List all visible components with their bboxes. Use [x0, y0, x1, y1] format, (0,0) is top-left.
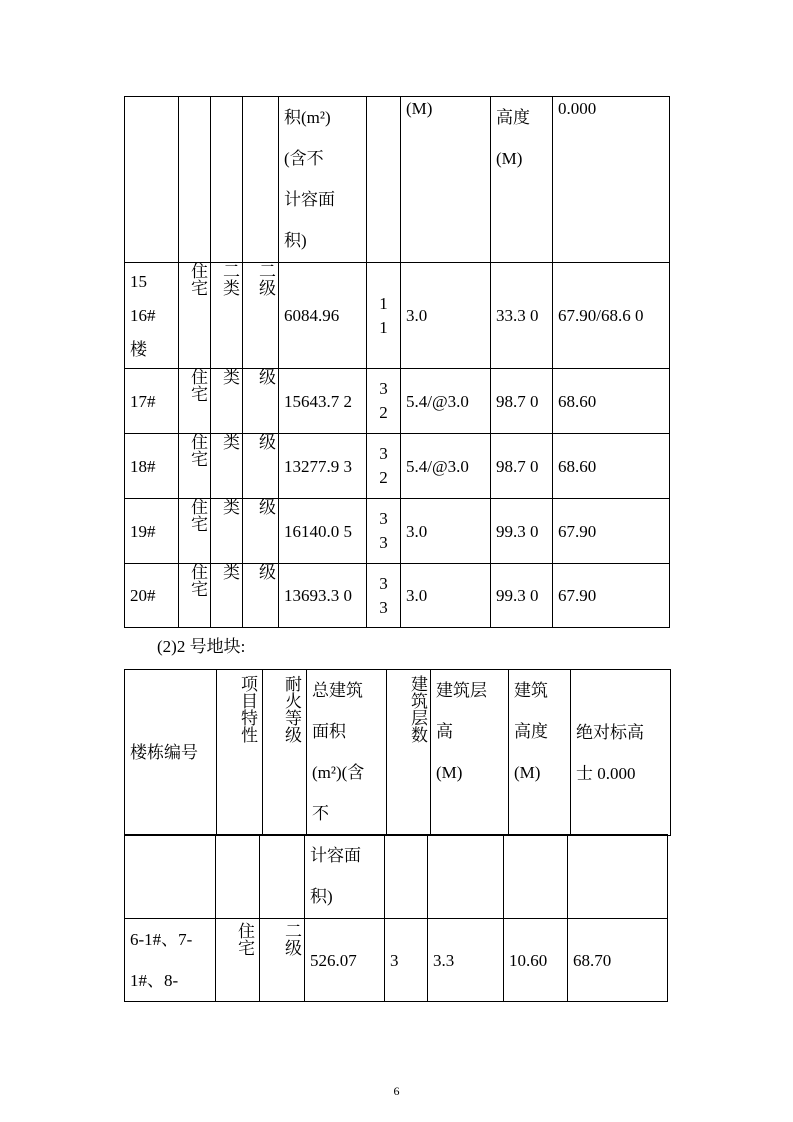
- elevation-header-cell: 0.000: [553, 97, 670, 263]
- floor-height-cell: 5.4/@3.0: [401, 369, 491, 434]
- use-cell: 住 宅: [179, 434, 211, 499]
- floors-cell: 3 3: [367, 564, 401, 628]
- elevation-cell: 67.90/68.6 0: [553, 263, 670, 369]
- elevation-cell: 67.90: [553, 564, 670, 628]
- category-cell: 二 类: [211, 263, 243, 369]
- area-cell: 15643.7 2: [279, 369, 367, 434]
- use-cell: 住 宅: [179, 263, 211, 369]
- use-cell: 住 宅: [216, 919, 260, 1002]
- table-row: [125, 434, 670, 499]
- floor-height-cell: 3.0: [401, 499, 491, 564]
- building-table-plot-2-header: [124, 669, 671, 836]
- table-row: [125, 919, 668, 1002]
- fire-rating-cell: 级: [243, 369, 279, 434]
- table-row: [125, 369, 670, 434]
- building-no-header: 楼栋编号: [125, 670, 217, 836]
- elevation-cell: 68.70: [568, 919, 668, 1002]
- fire-rating-header: 耐 火 等 级: [263, 670, 307, 836]
- category-cell: 类: [211, 434, 243, 499]
- building-table-plot-1: [124, 96, 670, 628]
- table-row: [125, 499, 670, 564]
- area-cell: 526.07: [305, 919, 385, 1002]
- fire-rating-cell: 级: [243, 434, 279, 499]
- category-cell: 类: [211, 499, 243, 564]
- total-area-header: 总建筑 面积 (m²)(含 不: [307, 670, 387, 836]
- floors-cell: 1 1: [367, 263, 401, 369]
- category-cell: 类: [211, 564, 243, 628]
- height-cell: 98.7 0: [491, 369, 553, 434]
- table-header-continuation: [125, 835, 668, 919]
- total-area-header-cont: 计容面 积): [305, 835, 385, 919]
- elevation-header: 绝对标高 士 0.000: [571, 670, 671, 836]
- floors-cell: 3 2: [367, 434, 401, 499]
- height-cell: 99.3 0: [491, 499, 553, 564]
- category-cell: 类: [211, 369, 243, 434]
- table-header-continuation: [125, 97, 670, 263]
- floor-height-cell: 3.0: [401, 564, 491, 628]
- floors-cell: 3 3: [367, 499, 401, 564]
- floor-height-header-cell: (M): [401, 97, 491, 263]
- floor-height-cell: 3.3: [428, 919, 504, 1002]
- elevation-cell: 67.90: [553, 499, 670, 564]
- building-id-cell: 19#: [125, 499, 179, 564]
- floors-cell: 3 2: [367, 369, 401, 434]
- table-header-row: [125, 670, 671, 836]
- floors-header: 建 筑 层 数: [387, 670, 431, 836]
- floor-height-header: 建筑层 高 (M): [431, 670, 509, 836]
- building-id-cell: 15 16# 楼: [125, 263, 179, 369]
- area-cell: 13693.3 0: [279, 564, 367, 628]
- page-number: 6: [393, 1084, 400, 1098]
- area-cell: 16140.0 5: [279, 499, 367, 564]
- project-type-header: 项 目 特 性: [217, 670, 263, 836]
- floor-height-cell: 3.0: [401, 263, 491, 369]
- height-cell: 33.3 0: [491, 263, 553, 369]
- table-row: [125, 564, 670, 628]
- area-header-cell: 积(m²) (含不 计容面 积): [279, 97, 367, 263]
- fire-rating-cell: 二 级: [260, 919, 305, 1002]
- elevation-cell: 68.60: [553, 434, 670, 499]
- height-header-cell: 高度 (M): [491, 97, 553, 263]
- height-cell: 99.3 0: [491, 564, 553, 628]
- building-table-plot-2-body: [124, 834, 668, 1002]
- area-cell: 13277.9 3: [279, 434, 367, 499]
- use-cell: 住 宅: [179, 369, 211, 434]
- building-id-cell: 18#: [125, 434, 179, 499]
- fire-rating-cell: 级: [243, 499, 279, 564]
- building-height-header: 建筑 高度 (M): [509, 670, 571, 836]
- building-id-cell: 17#: [125, 369, 179, 434]
- section-caption: (2)2 号地块:: [157, 637, 246, 656]
- elevation-cell: 68.60: [553, 369, 670, 434]
- fire-rating-cell: 二 级: [243, 263, 279, 369]
- building-id-cell: 20#: [125, 564, 179, 628]
- use-cell: 住 宅: [179, 499, 211, 564]
- height-cell: 10.60: [504, 919, 568, 1002]
- building-id-cell: 6-1#、7- 1#、8-: [125, 919, 216, 1002]
- fire-rating-cell: 级: [243, 564, 279, 628]
- floor-height-cell: 5.4/@3.0: [401, 434, 491, 499]
- use-cell: 住 宅: [179, 564, 211, 628]
- floors-cell: 3: [385, 919, 428, 1002]
- height-cell: 98.7 0: [491, 434, 553, 499]
- area-cell: 6084.96: [279, 263, 367, 369]
- table-row: [125, 263, 670, 369]
